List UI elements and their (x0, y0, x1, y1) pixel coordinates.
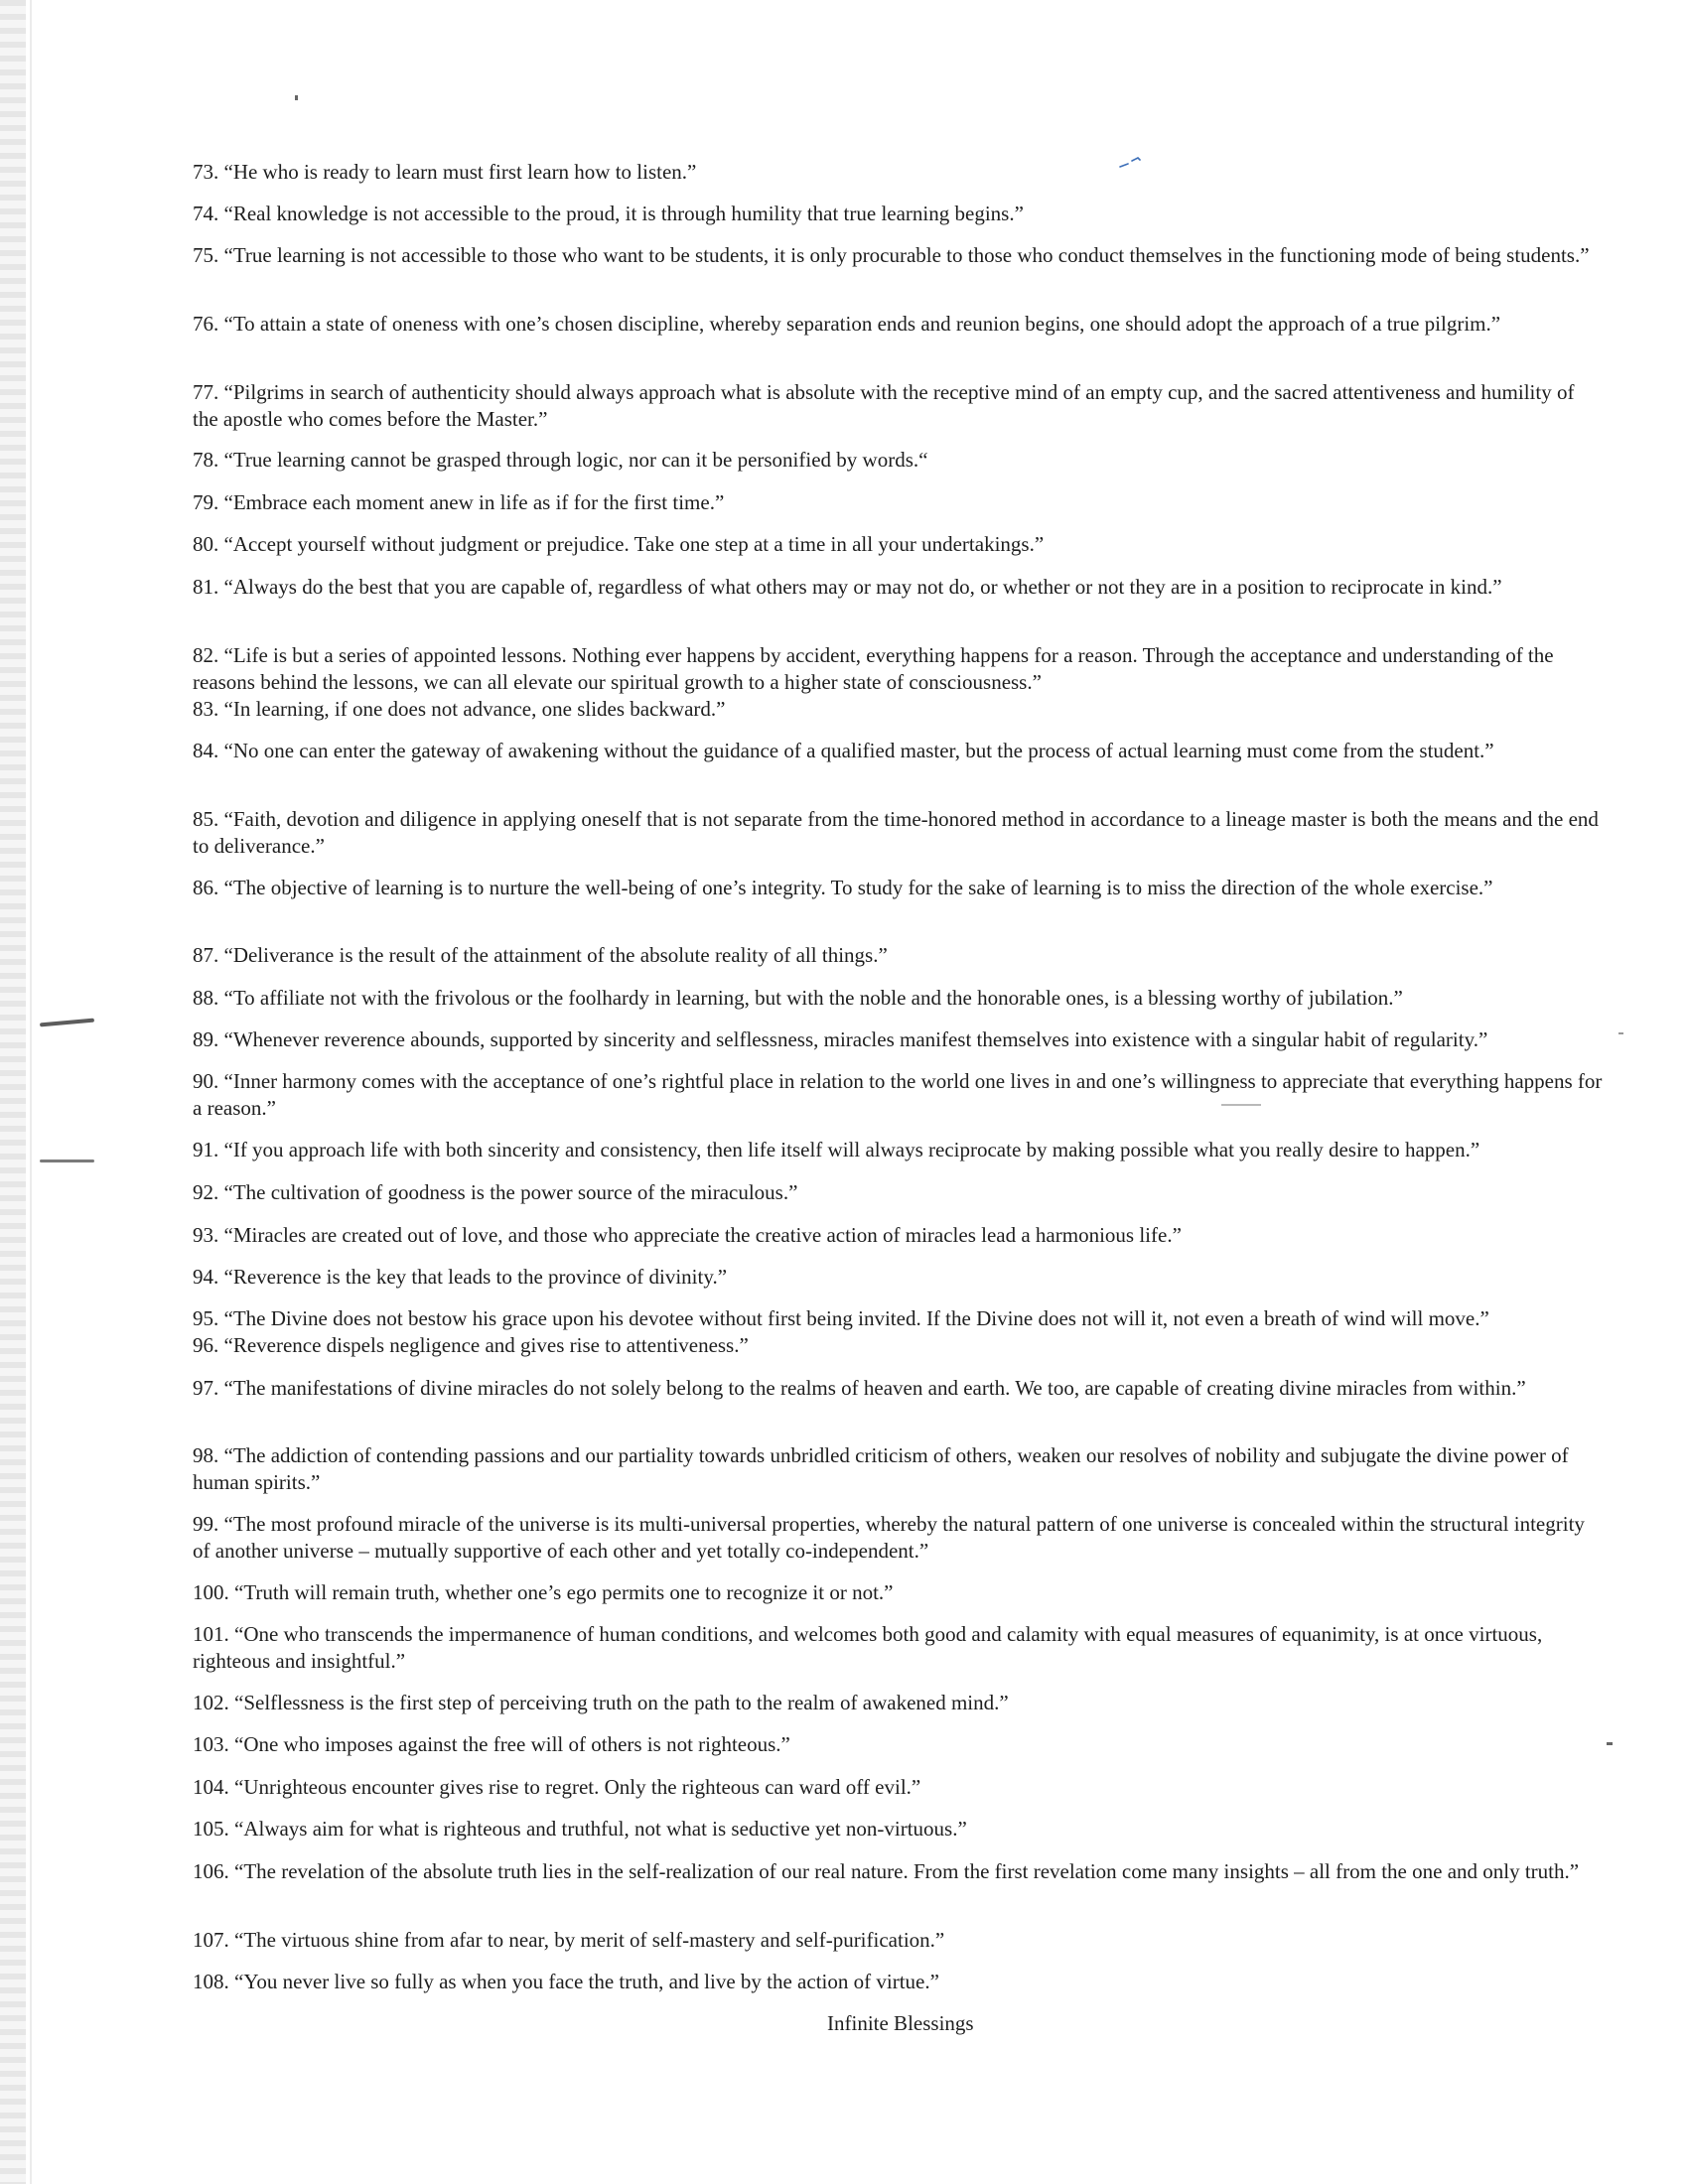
quote-90: 90. “Inner harmony comes with the acceptance of one’s rightful place in relation to the world one lives in and one’s willingness to appreciate that everything happens for a reason.” (193, 1069, 1603, 1120)
quote-79: 79. “Embrace each moment anew in life as if for the first time.” (193, 490, 725, 514)
scan-speck (295, 95, 298, 100)
quote-88: 88. “To affiliate not with the frivolous or the foolhardy in learning, but with the noble and the honorable ones, is a blessing worthy of jubilation.” (193, 986, 1403, 1010)
quote-87: 87. “Deliverance is the result of the attainment of the absolute reality of all things.” (193, 943, 888, 967)
quote-103: 103. “One who imposes against the free will of others is not righteous.” (193, 1732, 790, 1756)
quote-108: 108. “You never live so fully as when you face the truth, and live by the action of virtue.” (193, 1970, 939, 1993)
quote-73: 73. “He who is ready to learn must first learn how to listen.” (193, 160, 697, 184)
scan-smudge (1221, 1104, 1261, 1106)
quote-95: 95. “The Divine does not bestow his grace upon his devotee without first being invited. If the Divine does not will it, not even a breath of wind will move.” (193, 1306, 1489, 1330)
quote-77: 77. “Pilgrims in search of authenticity should always approach what is absolute with the receptive mind of an empty cup, and the sacred attentiveness and humility of the apostle who comes before the Master.” (193, 380, 1575, 431)
scan-smudge (40, 1019, 94, 1027)
quote-105: 105. “Always aim for what is righteous and truthful, not what is seductive yet non-virtuous.” (193, 1817, 967, 1841)
quote-75: 75. “True learning is not accessible to those who want to be students, it is only procurable to those who conduct themselves in the functioning mode of being students.” (193, 243, 1590, 267)
quote-100: 100. “Truth will remain truth, whether one’s ego permits one to recognize it or not.” (193, 1580, 894, 1604)
quote-85: 85. “Faith, devotion and diligence in applying oneself that is not separate from the time-honored method in accordance to a lineage master is both the means and the end to deliverance.” (193, 807, 1599, 858)
quote-80: 80. “Accept yourself without judgment or prejudice. Take one step at a time in all your undertakings.” (193, 532, 1045, 556)
quote-93: 93. “Miracles are created out of love, and those who appreciate the creative action of miracles lead a harmonious life.” (193, 1223, 1182, 1247)
quote-86: 86. “The objective of learning is to nurture the well-being of one’s integrity. To study for the sake of learning is to miss the direction of the whole exercise.” (193, 876, 1493, 899)
pen-mark-icon (1118, 157, 1144, 169)
quote-74: 74. “Real knowledge is not accessible to the proud, it is through humility that true learning begins.” (193, 202, 1024, 225)
quote-78: 78. “True learning cannot be grasped through logic, nor can it be personified by words.“ (193, 448, 928, 472)
quote-98: 98. “The addiction of contending passions and our partiality towards unbridled criticism of others, weaken our resolves of nobility and subjugate the divine power of human spirits.” (193, 1443, 1569, 1494)
scan-speck (1618, 1032, 1623, 1034)
quote-101: 101. “One who transcends the impermanence of human conditions, and welcomes both good and calamity with equal measures of equanimity, is at once virtuous, righteous and insightful.” (193, 1622, 1543, 1673)
quote-89: 89. “Whenever reverence abounds, supported by sincerity and selflessness, miracles manifest themselves into existence with a singular habit of regularity.” (193, 1027, 1488, 1051)
quote-106: 106. “The revelation of the absolute truth lies in the self-realization of our real nature. From the first revelation come many insights – all from the one and only truth.” (193, 1859, 1580, 1883)
quote-96: 96. “Reverence dispels negligence and gives rise to attentiveness.” (193, 1333, 749, 1357)
quote-97: 97. “The manifestations of divine miracles do not solely belong to the realms of heaven and earth. We too, are capable of creating divine miracles from within.” (193, 1376, 1526, 1400)
quote-91: 91. “If you approach life with both sincerity and consistency, then life itself will always reciprocate by making possible what you really desire to happen.” (193, 1138, 1480, 1161)
quote-102: 102. “Selflessness is the first step of perceiving truth on the path to the realm of awakened mind.” (193, 1691, 1009, 1714)
scan-smudge (40, 1160, 94, 1162)
quote-107: 107. “The virtuous shine from afar to near, by merit of self-mastery and self-purification.” (193, 1928, 945, 1952)
closing-blessing: Infinite Blessings (827, 2011, 974, 2035)
quote-84: 84. “No one can enter the gateway of awakening without the guidance of a qualified master, but the process of actual learning must come from the student.” (193, 739, 1494, 762)
scan-speck (1607, 1742, 1613, 1745)
quote-104: 104. “Unrighteous encounter gives rise to regret. Only the righteous can ward off evil.” (193, 1775, 921, 1799)
quote-99: 99. “The most profound miracle of the universe is its multi-universal properties, whereby the natural pattern of one universe is concealed within the structural integrity of another universe – mutually supportive of each other and yet totally co-independent.” (193, 1512, 1585, 1563)
quote-92: 92. “The cultivation of goodness is the power source of the miraculous.” (193, 1180, 798, 1204)
quote-76: 76. “To attain a state of oneness with one’s chosen discipline, whereby separation ends and reunion begins, one should adopt the approach of a true pilgrim.” (193, 312, 1501, 336)
quote-94: 94. “Reverence is the key that leads to the province of divinity.” (193, 1265, 728, 1289)
quote-81: 81. “Always do the best that you are capable of, regardless of what others may or may not do, or whether or not they are in a position to reciprocate in kind.” (193, 575, 1502, 599)
quote-83: 83. “In learning, if one does not advance, one slides backward.” (193, 697, 726, 721)
quote-82: 82. “Life is but a series of appointed lessons. Nothing ever happens by accident, everything happens for a reason. Through the acceptance and understanding of the reasons behind the lessons, we can all elevate our spiritual growth to a higher state of consciousness.” (193, 643, 1554, 694)
